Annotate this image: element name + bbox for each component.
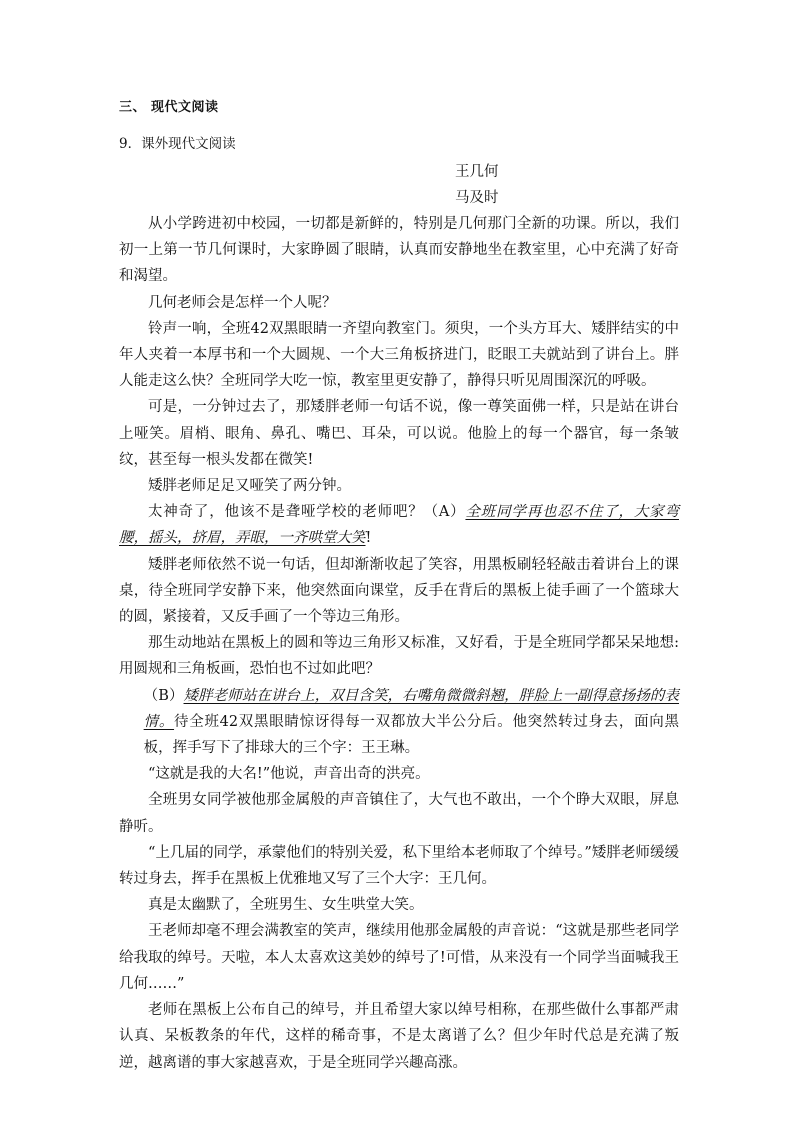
article-paragraph: [119, 552, 679, 631]
paragraph-text: 可是，一分钟过去了，那矮胖老师一句话不说，像一尊笑面佛一样，只是站在讲台上哑笑。眉梢、眼角、鼻孔、嘴巴、耳朵，可以说。他脸上的每一个器官，每一条皱纹，甚至每一根头发都在微笑!: [119, 399, 679, 468]
paragraph-text: 从小学跨进初中校园，一切都是新鲜的，特别是几何那门全新的功课。所以，我们初一上第一节几何课时，大家睁圆了眼睛，认真而安静地坐在教室里，心中充满了好奇和渴望。: [119, 216, 679, 285]
article-paragraph: [119, 211, 679, 290]
article-paragraph: [119, 290, 679, 316]
paragraph-text: 那生动地站在黑板上的圆和等边三角形又标准，又好看，于是全班同学都呆呆地想:用圆规和三角板画，恐怕也不过如此吧？: [119, 635, 679, 678]
question-label: 9．课外现代文阅读: [119, 136, 236, 152]
paragraph-text: “上几届的同学，承蒙他们的特别关爱，私下里给本老师取了个绰号。”矮胖老师缓缓转过身去，挥手在黑板上优雅地又写了三个大字：王几何。: [119, 844, 679, 888]
article-body: [119, 211, 679, 1076]
article-paragraph: [119, 997, 679, 1076]
article-paragraph: [119, 918, 679, 997]
article-paragraph: [119, 473, 679, 499]
article-author: 马及时: [455, 190, 499, 206]
article-paragraph: [119, 683, 679, 762]
article-paragraph: [119, 394, 679, 473]
paragraph-text: 老师在黑板上公布自己的绰号，并且希望大家以绰号相称，在那些做什么事都严肃认真、呆板教条的年代，这样的稀奇事，不是太离谱了么？但少年时代总是充满了叛逆，越离谱的事大家越喜欢，于是全班同学兴趣高涨。: [119, 1002, 679, 1071]
article-paragraph: [119, 316, 679, 395]
paragraph-text: 矮胖老师依然不说一句话，但却渐渐收起了笑容，用黑板刷轻轻敲击着讲台上的课桌，待全班同学安静下来，他突然面向课堂，反手在背后的黑板上徒手画了一个篮球大的圆，紧接着，又反手画了一个等边三角形。: [119, 556, 679, 626]
paragraph-text: 铃声一响，全班42双黑眼睛一齐望向教室门。须臾，一个头方耳大、矮胖结实的中年人夹着一本厚书和一个大圆规、一个大三角板挤进门，眨眼工夫就站到了讲台上。胖人能走这么快？全班同学大吃一惊，教室里更安静了，静得只听见周围深沉的呼吸。: [119, 320, 679, 390]
article-paragraph: [119, 761, 679, 787]
paragraph-text-after: !: [365, 530, 372, 547]
paragraph-text: “这就是我的大名!”他说，声音出奇的洪亮。: [148, 766, 430, 783]
paragraph-text: 几何老师会是怎样一个人呢？: [148, 294, 337, 311]
paragraph-text: 太神奇了，他该不是聋哑学校的老师吧？（A）: [148, 504, 466, 521]
paragraph-text: 矮胖老师足足又哑笑了两分钟。: [148, 478, 351, 495]
section-heading: 三、 现代文阅读: [119, 100, 219, 115]
article-paragraph: [119, 630, 679, 682]
paragraph-text-after: 待全班42双黑眼睛惊讶得每一双都放大半公分后。他突然转过身去，面向黑板，挥手写下了排球大的三个字：王王琳。: [143, 713, 679, 757]
paragraph-text: （B）: [143, 687, 184, 704]
paragraph-text: 王老师却毫不理会满教室的笑声，继续用他那金属般的声音说：“这就是那些老同学给我取的绰号。天啦，本人太喜欢这美妙的绰号了!可惜，从来没有一个同学当面喊我王几何……”: [119, 923, 679, 992]
marked-sentence: 矮胖老师站在讲台上，双目含笑，右嘴角微微斜翘，胖脸上一副得意扬扬的表情。: [143, 687, 680, 730]
article-paragraph: [119, 499, 679, 551]
paragraph-text: 真是太幽默了，全班男生、女生哄堂大笑。: [148, 897, 424, 914]
article-paragraph: [119, 787, 679, 839]
marked-sentence: 全班同学再也忍不住了，大家弯腰，摇头，挤眉，弄眼，一齐哄堂大笑: [119, 504, 679, 547]
article-paragraph: [119, 892, 679, 918]
article-paragraph: [119, 840, 679, 892]
paragraph-text: 全班男女同学被他那金属般的声音镇住了，大气也不敢出，一个个睁大双眼，屏息静听。: [119, 792, 679, 835]
article-title: 王几何: [455, 164, 499, 180]
